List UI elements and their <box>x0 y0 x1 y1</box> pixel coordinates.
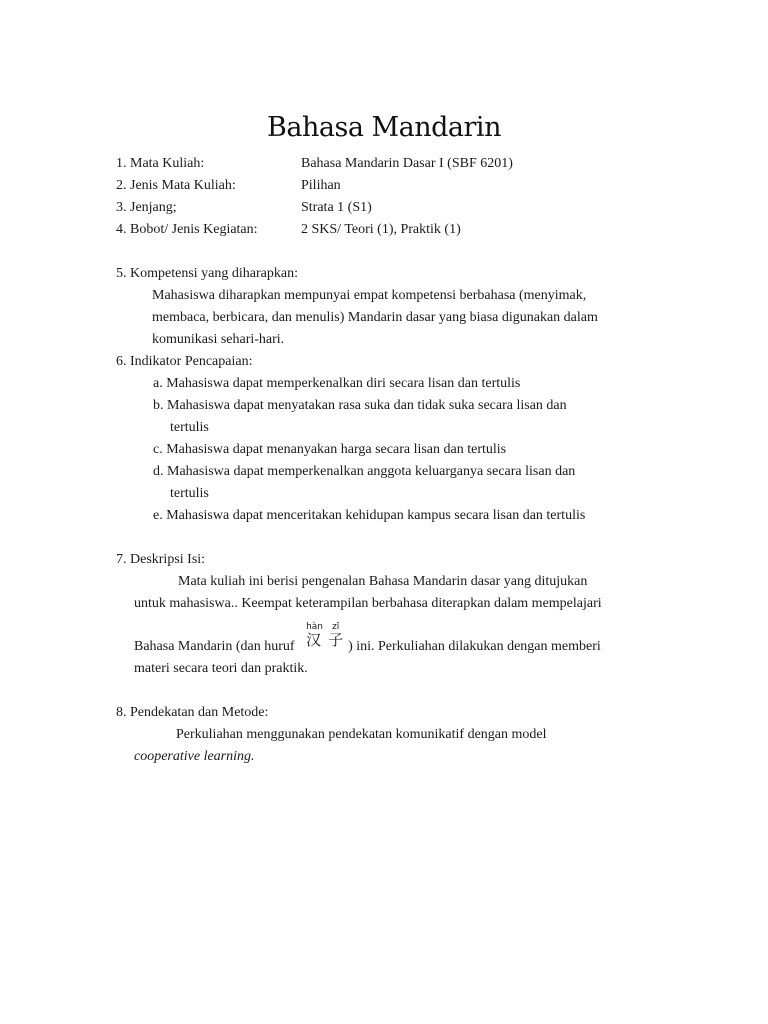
kompetensi-line: komunikasi sehari-hari. <box>152 332 285 347</box>
info-label-mata-kuliah: 1. Mata Kuliah: <box>116 156 205 171</box>
kompetensi-line: Mahasiswa diharapkan mempunyai empat kompetensi berbahasa (menyimak, <box>152 288 587 303</box>
hanzi-character: 子 <box>328 631 344 649</box>
kompetensi-line: membaca, berbicara, dan menulis) Mandarin dasar yang biasa digunakan dalam <box>152 310 598 325</box>
indikator-item: e. Mahasiswa dapat menceritakan kehidupan kampus secara lisan dan tertulis <box>153 508 586 523</box>
pendekatan-line-italic: cooperative learning. <box>134 749 255 764</box>
indikator-item-continuation: tertulis <box>170 420 209 435</box>
page-title: Bahasa Mandarin <box>267 112 501 143</box>
section-heading-deskripsi: 7. Deskripsi Isi: <box>116 552 206 567</box>
deskripsi-line-with-hanzi <box>134 622 601 656</box>
info-value-jenis: Pilihan <box>301 178 341 193</box>
pendekatan-line: Perkuliahan menggunakan pendekatan komunikatif dengan model <box>176 727 547 742</box>
deskripsi-text-after-hanzi: ) ini. Perkuliahan dilakukan dengan memberi <box>348 639 601 654</box>
hanzi-with-pinyin <box>298 622 348 650</box>
deskripsi-text-before-hanzi: Bahasa Mandarin (dan huruf <box>134 639 295 654</box>
pinyin-annotation: hàn <box>306 622 323 632</box>
indikator-item-continuation: tertulis <box>170 486 209 501</box>
section-heading-pendekatan: 8. Pendekatan dan Metode: <box>116 705 269 720</box>
indikator-item: b. Mahasiswa dapat menyatakan rasa suka dan tidak suka secara lisan dan <box>153 398 567 413</box>
section-heading-kompetensi: 5. Kompetensi yang diharapkan: <box>116 266 298 281</box>
info-label-bobot: 4. Bobot/ Jenis Kegiatan: <box>116 222 258 237</box>
deskripsi-line: materi secara teori dan praktik. <box>134 661 308 676</box>
indikator-item: d. Mahasiswa dapat memperkenalkan anggota keluarganya secara lisan dan <box>153 464 576 479</box>
section-heading-indikator: 6. Indikator Pencapaian: <box>116 354 253 369</box>
pinyin-annotation: zǐ <box>332 622 340 632</box>
info-value-bobot: 2 SKS/ Teori (1), Praktik (1) <box>301 222 461 237</box>
info-label-jenis: 2. Jenis Mata Kuliah: <box>116 178 236 193</box>
hanzi-character: 汉 <box>306 631 322 649</box>
info-value-mata-kuliah: Bahasa Mandarin Dasar I (SBF 6201) <box>301 156 513 171</box>
indikator-item: a. Mahasiswa dapat memperkenalkan diri secara lisan dan tertulis <box>153 376 521 391</box>
deskripsi-line: Mata kuliah ini berisi pengenalan Bahasa Mandarin dasar yang ditujukan <box>178 574 588 589</box>
info-label-jenjang: 3. Jenjang; <box>116 200 177 215</box>
deskripsi-line: untuk mahasiswa.. Keempat keterampilan berbahasa diterapkan dalam mempelajari <box>134 596 602 611</box>
indikator-item: c. Mahasiswa dapat menanyakan harga secara lisan dan tertulis <box>153 442 507 457</box>
info-value-jenjang: Strata 1 (S1) <box>301 200 372 215</box>
